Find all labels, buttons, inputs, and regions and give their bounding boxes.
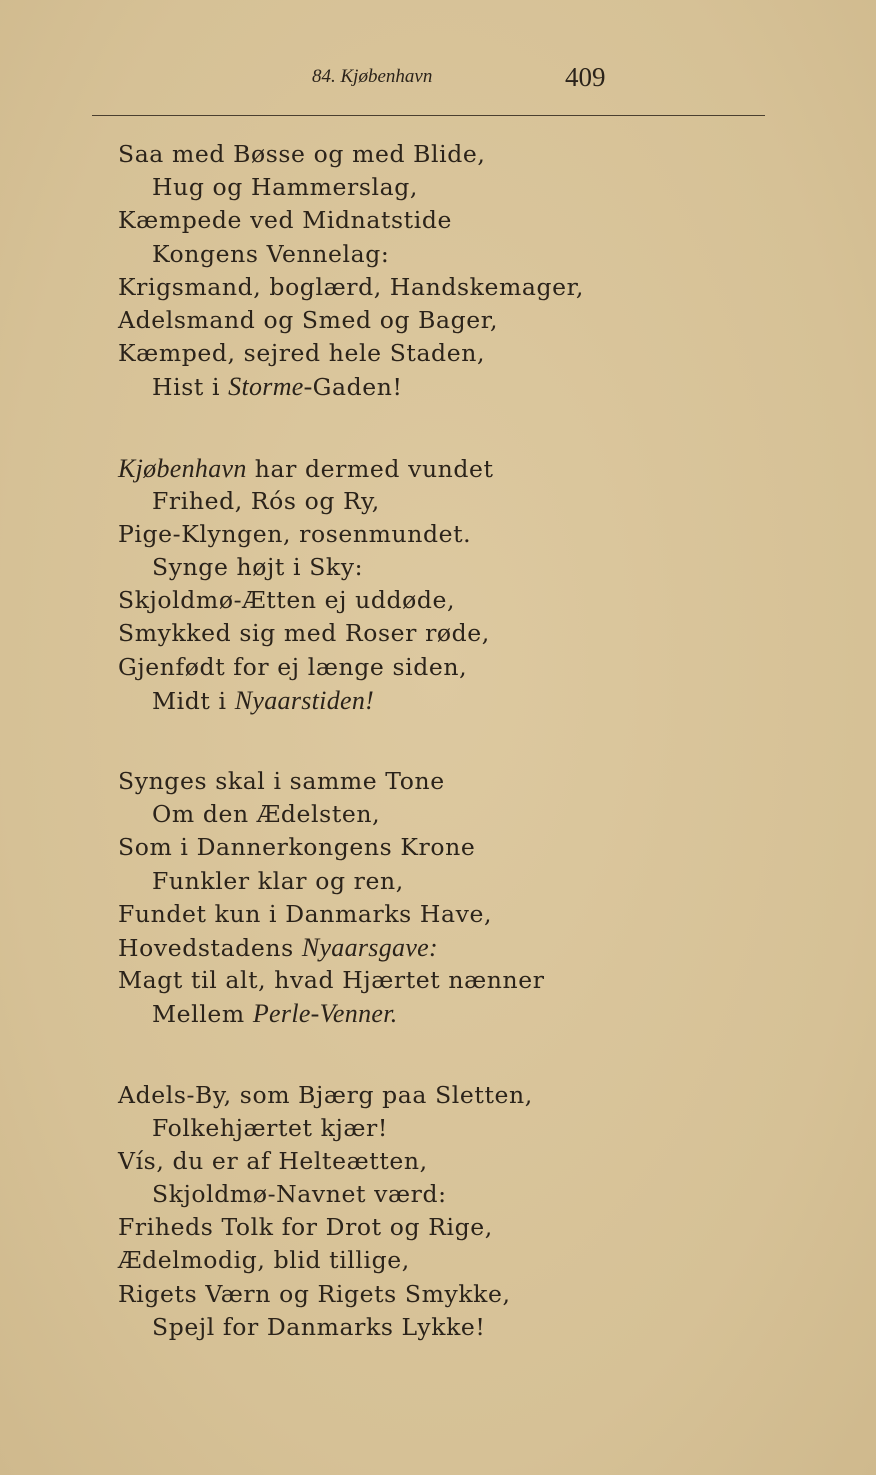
header-rule <box>92 115 765 116</box>
verse-text: Frihed, Rós og Ry, <box>152 486 380 515</box>
verse-line <box>118 238 818 271</box>
verse-line <box>118 798 818 831</box>
verse-text: Hist i <box>152 373 229 402</box>
verse-line <box>118 1145 818 1178</box>
verse-text: Funkler klar og ren, <box>152 866 404 895</box>
verse-line <box>118 1178 818 1211</box>
verse-text: Adels-By, som Bjærg paa Sletten, <box>118 1080 533 1109</box>
italic-text: Nyaarsgave: <box>301 932 438 962</box>
verse-text: Friheds Tolk for Drot og Rige, <box>118 1213 493 1242</box>
verse-line <box>118 1211 818 1244</box>
verse-line <box>118 1311 818 1344</box>
verse-text: Vís, du er af Helteætten, <box>118 1146 428 1175</box>
verse-line <box>118 171 818 204</box>
verse-line <box>118 452 818 485</box>
verse-text: Spejl for Danmarks Lykke! <box>152 1312 486 1341</box>
running-head: 84. Kjøbenhavn <box>312 66 433 87</box>
verse-line <box>118 1112 818 1145</box>
verse-text: Folkehjærtet kjær! <box>152 1113 388 1142</box>
verse-text: Synge højt i Sky: <box>152 553 364 582</box>
verse-text: Ædelmodig, blid tillige, <box>118 1246 410 1275</box>
verse-text: Skjoldmø-Ætten ej uddøde, <box>118 586 456 615</box>
verse-text: Mellem <box>152 1000 253 1029</box>
verse-line <box>118 337 818 370</box>
verse-line <box>118 964 818 997</box>
verse-text: Som i Dannerkongens Krone <box>118 833 476 862</box>
verse-line <box>118 997 818 1030</box>
verse-line <box>118 304 818 337</box>
verse-line <box>118 831 818 864</box>
verse-text: Saa med Bøsse og med Blide, <box>118 140 486 168</box>
verse-text: Krigsmand, boglærd, Handskemager, <box>118 272 584 301</box>
verse-line <box>118 617 818 650</box>
verse-line <box>118 138 818 171</box>
verse-line <box>118 651 818 684</box>
verse-text: Magt til alt, hvad Hjærtet nænner <box>118 966 545 995</box>
stanza <box>118 765 818 1031</box>
italic-text: Storme- <box>228 372 313 402</box>
verse-text: Kæmped, sejred hele Staden, <box>118 339 486 368</box>
verse-line <box>118 584 818 617</box>
verse-text: Midt i <box>152 686 235 715</box>
verse-line <box>118 1278 818 1311</box>
verse-text: Gaden! <box>312 373 403 402</box>
verse-text: Pige-Klyngen, rosenmundet. <box>118 519 472 548</box>
verse-line <box>118 931 818 964</box>
verse-text: Smykked sig med Roser røde, <box>118 619 490 648</box>
verse-line <box>118 204 818 237</box>
verse-line <box>118 684 818 717</box>
italic-text: Kjøbenhavn <box>118 453 247 483</box>
stanza <box>118 1079 818 1345</box>
verse-line <box>118 370 818 403</box>
verse-text: har dermed vundet <box>246 454 494 483</box>
verse-line <box>118 485 818 518</box>
verse-text: Fundet kun i Danmarks Have, <box>118 899 493 928</box>
verse-text: Rigets Værn og Rigets Smykke, <box>118 1279 511 1308</box>
italic-text: Perle-Venner. <box>252 999 398 1029</box>
verse-text: Hovedstadens <box>118 933 302 962</box>
verse-text: Gjenfødt for ej længe siden, <box>118 652 468 681</box>
verse-text: Hug og Hammerslag, <box>152 173 418 202</box>
stanza <box>118 138 818 404</box>
italic-text: Nyaarstiden! <box>234 685 375 715</box>
verse-line <box>118 1079 818 1112</box>
verse-text: Kongens Vennelag: <box>152 239 390 268</box>
verse-line <box>118 271 818 304</box>
verse-text: Adelsmand og Smed og Bager, <box>118 305 499 334</box>
poem <box>118 138 818 1392</box>
page-number: 409 <box>565 62 606 92</box>
verse-line <box>118 1244 818 1277</box>
verse-text: Kæmpede ved Midnatstide <box>118 206 452 235</box>
verse-line <box>118 865 818 898</box>
verse-text: Synges skal i samme Tone <box>118 767 445 795</box>
verse-text: Skjoldmø-Navnet værd: <box>152 1180 447 1209</box>
verse-text: Om den Ædelsten, <box>152 800 381 829</box>
verse-line <box>118 518 818 551</box>
verse-line <box>118 551 818 584</box>
stanza <box>118 452 818 718</box>
verse-line <box>118 765 818 798</box>
verse-line <box>118 898 818 931</box>
